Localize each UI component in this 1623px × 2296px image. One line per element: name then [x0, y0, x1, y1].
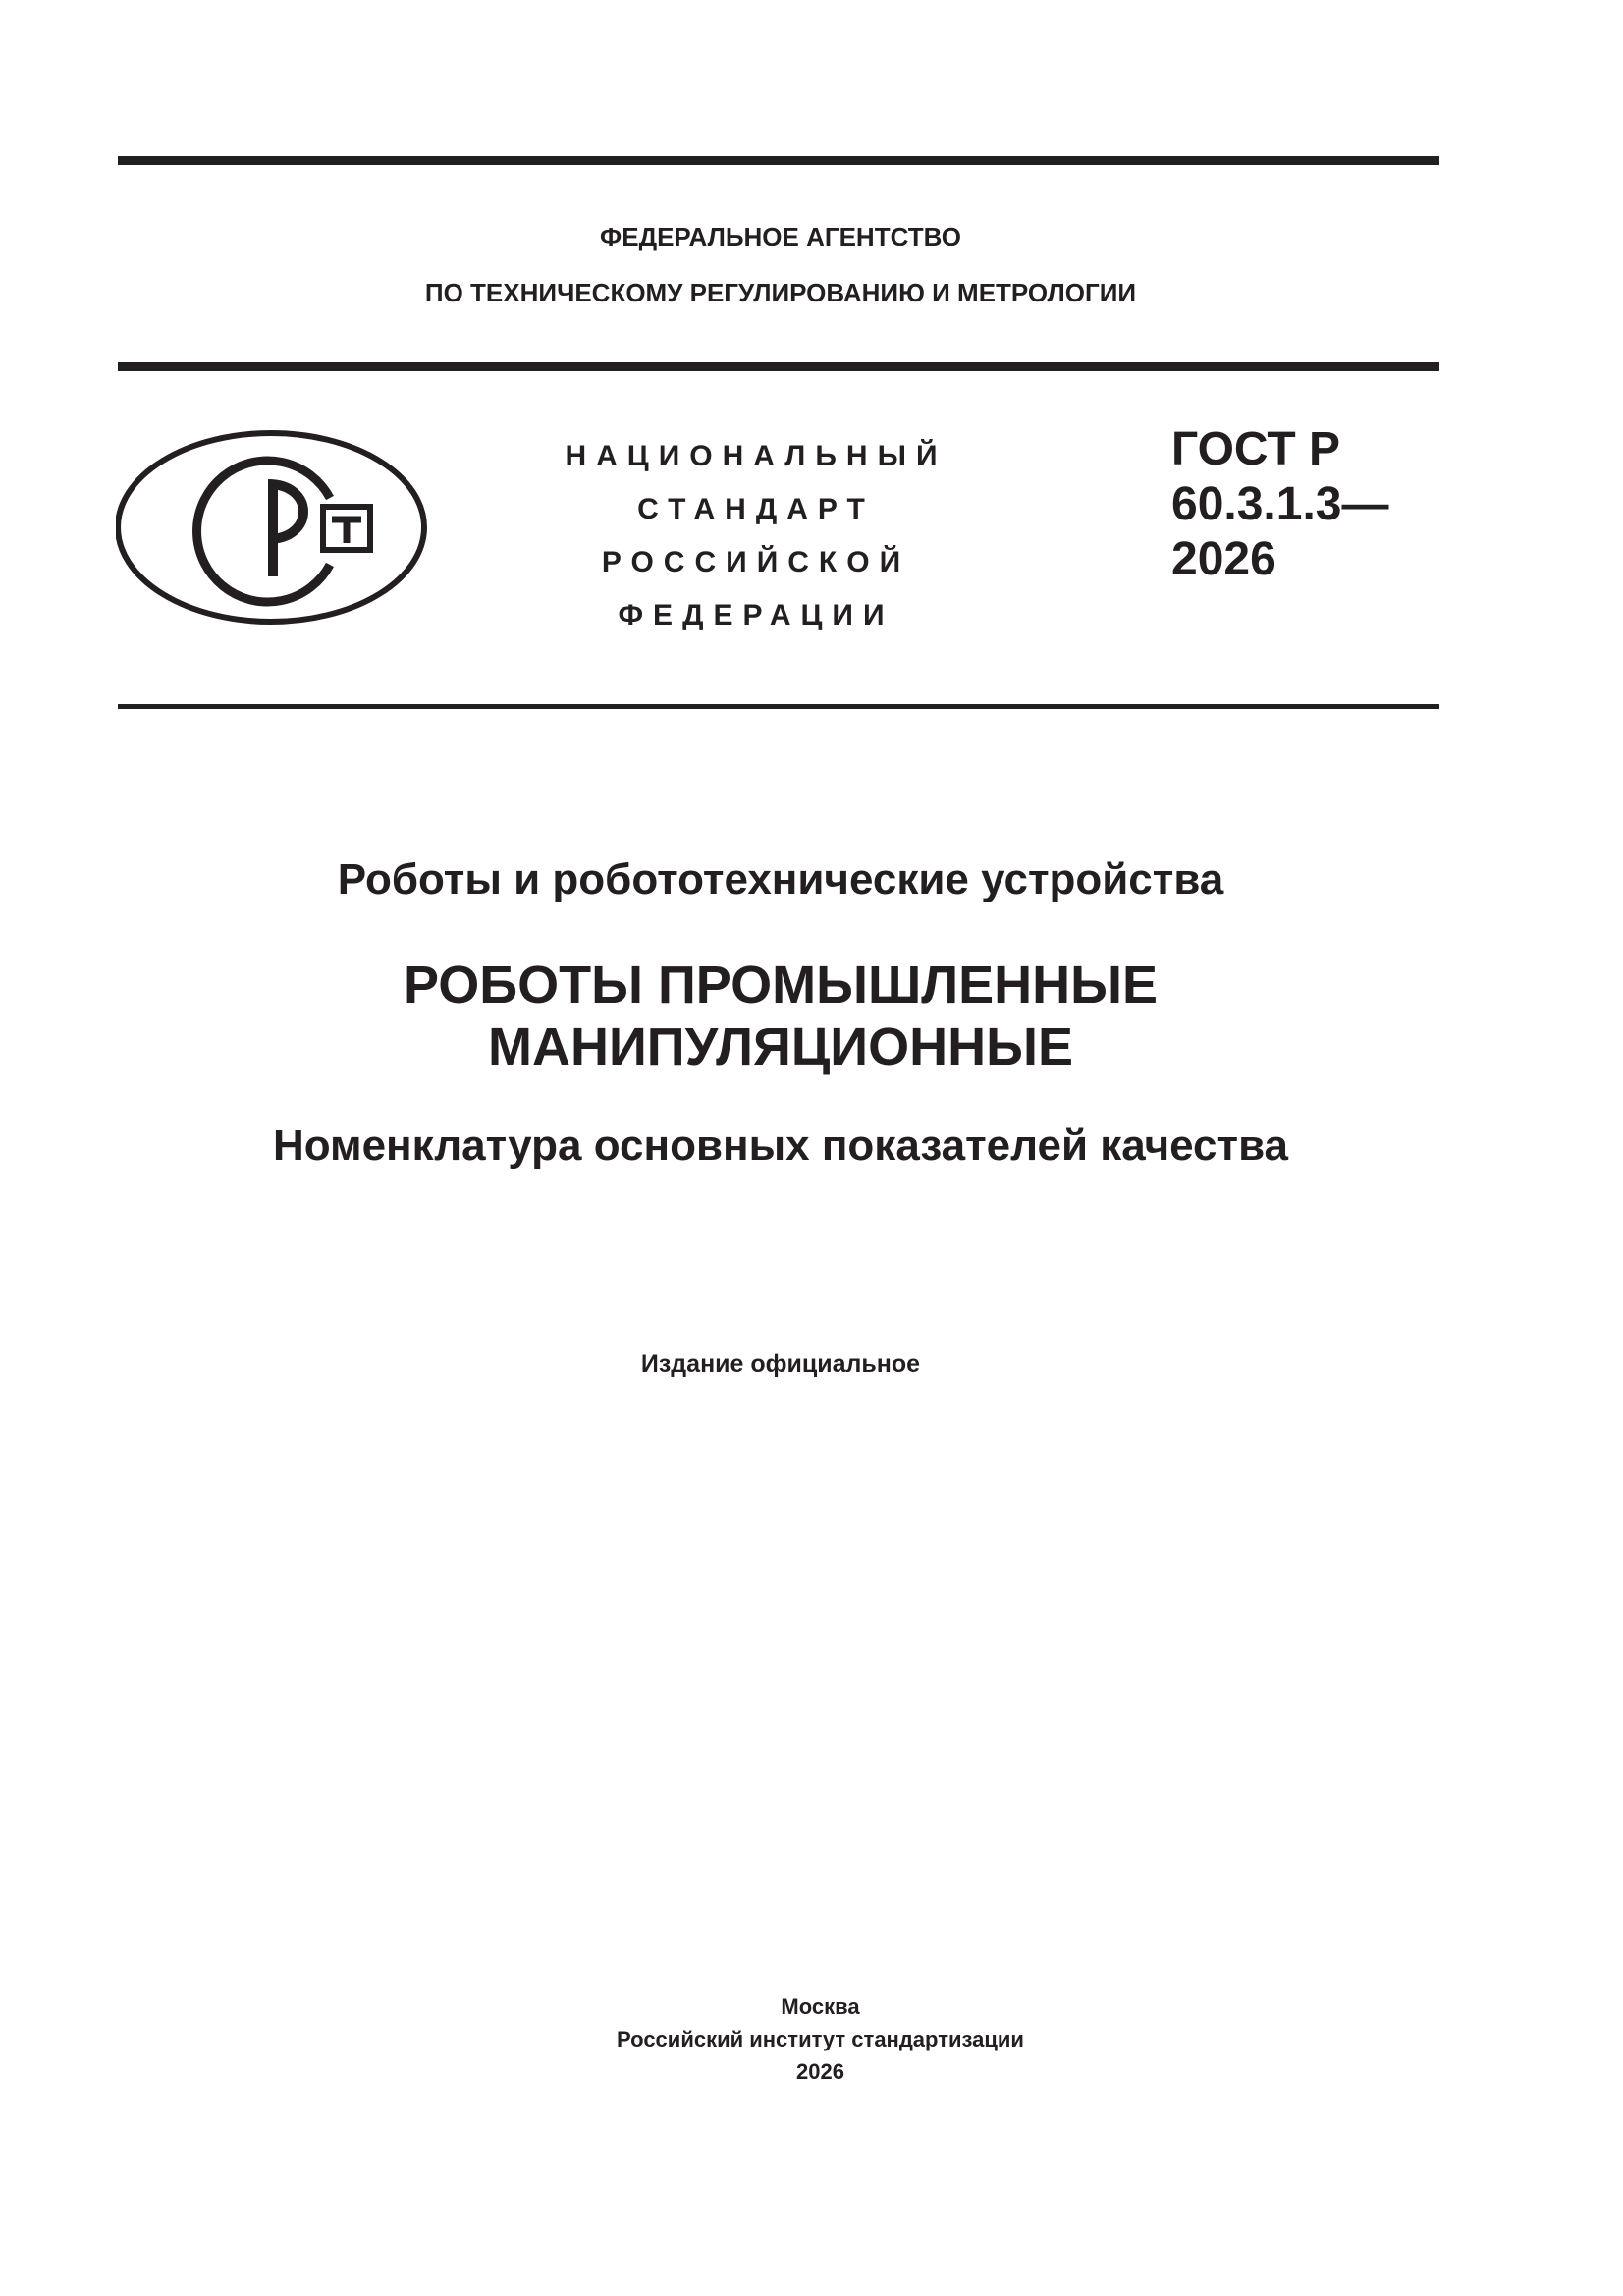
imprint — [0, 1991, 1623, 2088]
imprint-year: 2026 — [796, 2059, 844, 2084]
agency-line-2: ПО ТЕХНИЧЕСКОМУ РЕГУЛИРОВАНИЮ И МЕТРОЛОГИИ — [424, 278, 1137, 307]
national-line-1: НАЦИОНАЛЬНЫЙ — [565, 440, 947, 472]
document-subtitle: Номенклатура основных показателей качества — [272, 1121, 1289, 1170]
national-line-4: ФЕДЕРАЦИИ — [618, 599, 894, 631]
top-rule — [118, 156, 1439, 165]
middle-rule — [118, 362, 1439, 371]
subject-heading: Роботы и робототехнические устройства — [337, 855, 1224, 903]
title-line-2: МАНИПУЛЯЦИОННЫЕ — [488, 1017, 1073, 1076]
national-line-2: СТАНДАРТ — [637, 493, 875, 525]
document-title — [0, 955, 1561, 1078]
title-line-1: РОБОТЫ ПРОМЫШЛЕННЫЕ — [404, 956, 1158, 1014]
edition-note: Издание официальное — [640, 1350, 921, 1378]
standard-designation — [1171, 422, 1446, 587]
imprint-publisher: Российский институт стандартизации — [617, 2027, 1024, 2051]
rst-emblem-icon — [116, 429, 430, 626]
designation-line-1: ГОСТ Р — [1171, 423, 1341, 475]
national-line-3: РОССИЙСКОЙ — [601, 546, 911, 578]
national-standard-caption — [545, 430, 967, 642]
designation-line-2: 60.3.1.3— — [1171, 478, 1389, 530]
designation-line-3: 2026 — [1171, 533, 1276, 585]
bottom-rule — [118, 704, 1439, 709]
imprint-city: Москва — [781, 1995, 860, 2019]
agency-line-1: ФЕДЕРАЛЬНОЕ АГЕНТСТВО — [600, 222, 961, 251]
